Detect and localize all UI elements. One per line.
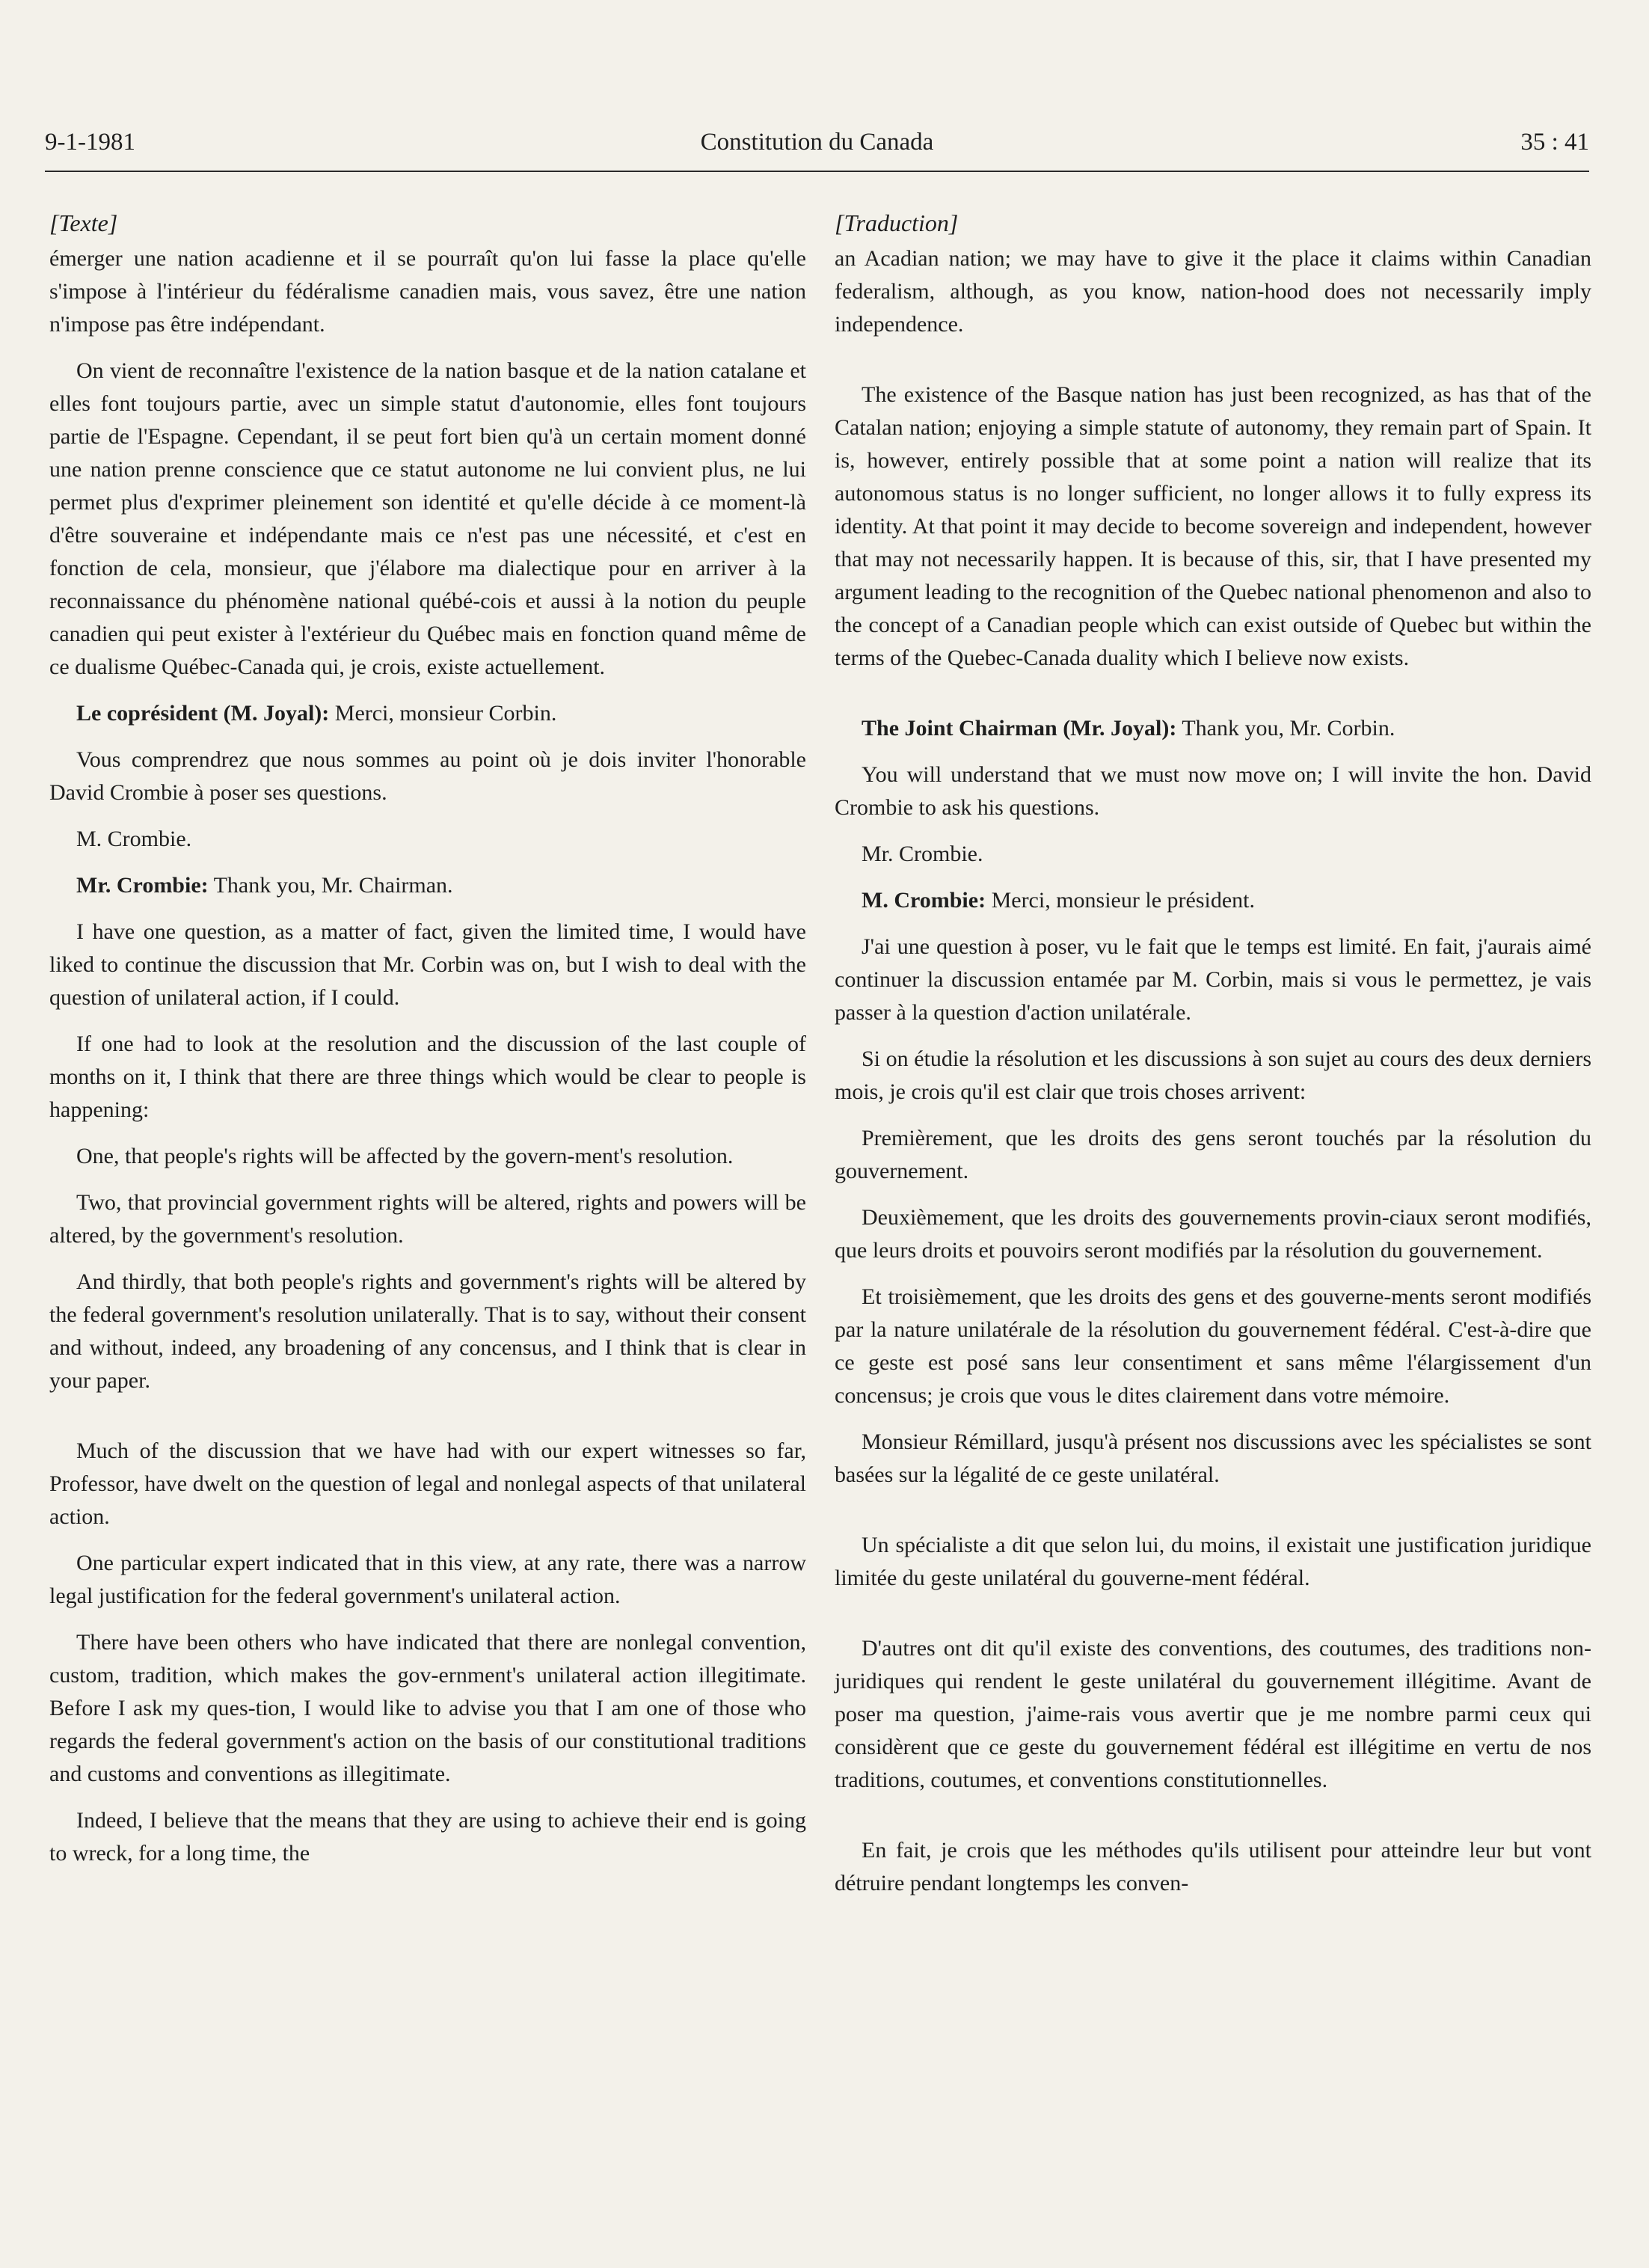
- column-label-texte: [Texte]: [49, 209, 118, 236]
- paragraph: an Acadian nation; we may have to give it the place it claims within Canadian federalism, although, as you know, nation-hood does not necessarily imply independence.: [835, 246, 1591, 337]
- paragraph: Monsieur Rémillard, jusqu'à présent nos discussions avec les spécialistes se sont basées sur la légalité de ce geste unilatéral.: [835, 1429, 1591, 1487]
- header-page-number: 35 : 41: [1520, 129, 1589, 156]
- paragraph: Premièrement, que les droits des gens seront touchés par la résolution du gouvernement.: [835, 1126, 1591, 1183]
- paragraph: And thirdly, that both people's rights and government's rights will be altered by the federal government's resolution unilaterally. That is to say, without their consent and without, indeed, any broadening of any concensus, and I think that is clear in your paper.: [49, 1269, 806, 1393]
- paragraph: Si on étudie la résolution et les discussions à son sujet au cours des deux derniers mois, je crois qu'il est clair que trois choses arrivent:: [835, 1046, 1591, 1104]
- paragraph: You will understand that we must now move on; I will invite the hon. David Crombie to ask his questions.: [835, 762, 1591, 820]
- paragraph: On vient de reconnaître l'existence de la nation basque et de la nation catalane et elles font toujours partie, avec un simple statut d'autonomie, elles font toujours partie de l'Espagne. Cependant, il se peut fort bien qu'à un certain moment donné une nation prenne conscience que ce statut autonome ne lui convient plus, ne lui permet plus d'exprimer pleinement son identité et qu'elle décide à ce moment-là d'être souveraine et indépendante mais ce n'est pas une nécessité, et c'est en fonction de cela, monsieur, que j'élabore ma dialectique pour en arriver à la reconnaissance du phénomène national québé-cois et aussi à la notion du peuple canadien qui peut exister à l'extérieur du Québec mais en fonction quand même de ce dualisme Québec-Canada qui, je crois, existe actuellement.: [49, 358, 806, 679]
- paragraph: Un spécialiste a dit que selon lui, du moins, il existait une justification juridique limitée du geste unilatéral du gouverne-ment fédéral.: [835, 1533, 1591, 1590]
- speech-text: Merci, monsieur le président.: [986, 888, 1255, 913]
- page-header: [45, 129, 1589, 172]
- paragraph: D'autres ont dit qu'il existe des conventions, des coutumes, des traditions non-juridiques qui rendent le geste unilatéral du gouvernement illégitime. Avant de poser ma question, j'aime-rais vous avertir que je me nombre parmi ceux qui considèrent que ce geste du gouvernement fédéral est illégitime en vertu de nos traditions, coutumes, et conventions constitutionnelles.: [835, 1636, 1591, 1792]
- paragraph: M. Crombie.: [76, 827, 192, 851]
- header-title: Constitution du Canada: [700, 129, 934, 156]
- paragraph: One particular expert indicated that in this view, at any rate, there was a narrow legal justification for the federal government's unilateral action.: [49, 1551, 806, 1608]
- paragraph: There have been others who have indicated that there are nonlegal convention, custom, tradition, which makes the gov-ernment's unilateral action illegitimate. Before I ask my ques-tion, I would like to advise you that I am one of those who regards the federal government's action on the basis of our constitutional traditions and customs and conventions as illegitimate.: [49, 1630, 806, 1786]
- paragraph-speaker: [835, 712, 1591, 745]
- paragraph: The existence of the Basque nation has just been recognized, as has that of the Catalan nation; enjoying a simple statute of autonomy, they remain part of Spain. It is, however, entirely possible that at some point a nation will realize that its autonomous status is no longer sufficient, no longer allows it to fully express its identity. At that point it may decide to become sovereign and independent, however that may not necessarily happen. It is because of this, sir, that I have presented my argument leading to the recognition of the Quebec national phenomenon and also to the concept of a Canadian people which can exist outside of Quebec but within the terms of the Quebec-Canada duality which I believe now exists.: [835, 382, 1591, 670]
- paragraph: Much of the discussion that we have had with our expert witnesses so far, Professor, have dwelt on the question of legal and nonlegal aspects of that unilateral action.: [49, 1438, 806, 1529]
- left-column-french: [49, 206, 806, 1884]
- header-date: 9-1-1981: [45, 129, 135, 156]
- paragraph: En fait, je crois que les méthodes qu'ils utilisent pour atteindre leur but vont détruire pendant longtemps les conven-: [835, 1838, 1591, 1895]
- paragraph: Deuxièmement, que les droits des gouvernements provin-ciaux seront modifiés, que leurs droits et pouvoirs seront modifiés par la résolution du gouvernement.: [835, 1205, 1591, 1263]
- paragraph: Two, that provincial government rights will be altered, rights and powers will be altered, by the government's resolution.: [49, 1190, 806, 1248]
- speaker-name: Le coprésident (M. Joyal):: [76, 701, 330, 726]
- column-label-traduction: [Traduction]: [835, 209, 959, 236]
- paragraph-speaker: [835, 884, 1591, 917]
- paragraph: J'ai une question à poser, vu le fait que le temps est limité. En fait, j'aurais aimé continuer la discussion entamée par M. Corbin, mais si vous le permettez, je vais passer à la question d'action unilatérale.: [835, 934, 1591, 1025]
- right-column-english-french: [835, 206, 1591, 1913]
- paragraph: Vous comprendrez que nous sommes au point où je dois inviter l'honorable David Crombie à poser ses questions.: [49, 747, 806, 805]
- paragraph: Indeed, I believe that the means that they are using to achieve their end is going to wreck, for a long time, the: [49, 1808, 806, 1866]
- paragraph: Et troisièmement, que les droits des gens et des gouverne-ments seront modifiés par la nature unilatérale de la résolution du gouvernement fédéral. C'est-à-dire que ce geste est posé sans leur consentiment et sans même l'élargissement d'un concensus; je crois que vous le dites clairement dans votre mémoire.: [835, 1284, 1591, 1408]
- paragraph: Mr. Crombie.: [862, 842, 983, 866]
- speaker-name: Mr. Crombie:: [76, 873, 209, 898]
- speech-text: Thank you, Mr. Corbin.: [1176, 716, 1395, 741]
- paragraph: One, that people's rights will be affected by the govern-ment's resolution.: [76, 1144, 734, 1168]
- paragraph-speaker: [49, 697, 806, 730]
- speaker-name: M. Crombie:: [862, 888, 986, 913]
- paragraph: I have one question, as a matter of fact, given the limited time, I would have liked to continue the discussion that Mr. Corbin was on, but I wish to deal with the question of unilateral action, if I could.: [49, 919, 806, 1010]
- paragraph: If one had to look at the resolution and the discussion of the last couple of months on it, I think that there are three things which would be clear to people is happening:: [49, 1032, 806, 1122]
- speech-text: Thank you, Mr. Chairman.: [208, 873, 453, 898]
- paragraph-speaker: [49, 869, 806, 902]
- speaker-name: The Joint Chairman (Mr. Joyal):: [862, 716, 1177, 741]
- paragraph: émerger une nation acadienne et il se pourraît qu'on lui fasse la place qu'elle s'impose à l'intérieur du fédéralisme canadien mais, vous savez, être une nation n'impose pas être indépendant.: [49, 246, 806, 337]
- speech-text: Merci, monsieur Corbin.: [329, 701, 557, 726]
